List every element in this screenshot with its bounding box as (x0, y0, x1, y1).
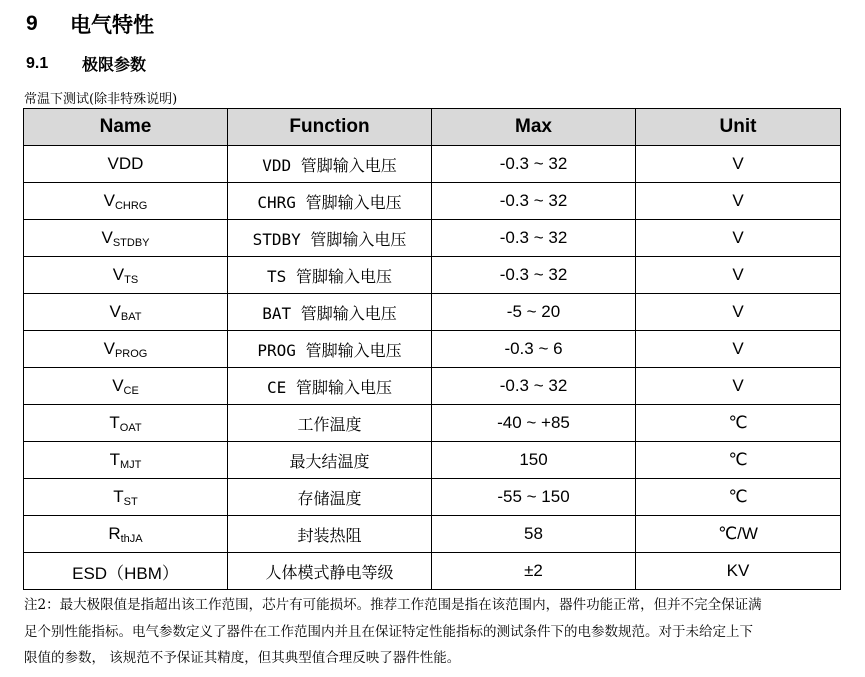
table-row (24, 442, 841, 479)
symbol: V (101, 227, 113, 247)
symbol: T (109, 412, 120, 432)
symbol: VDD (107, 154, 144, 173)
cell-name (24, 553, 228, 590)
cell-function: 最大结温度 (228, 442, 432, 479)
footnote-line: 注2：最大极限值是指超出该工作范围，芯片有可能损坏。推荐工作范围是指在该范围内，器件功能正常，但并不完全保证满 (24, 597, 762, 613)
cell-max: -55 ~ 150 (432, 479, 636, 516)
cell-unit: V (636, 368, 841, 405)
table-row (24, 146, 841, 183)
cell-unit: KV (636, 553, 841, 590)
symbol-subscript: STDBY (112, 236, 150, 249)
table-row (24, 553, 841, 590)
cell-unit: V (636, 220, 841, 257)
symbol: T (109, 449, 120, 469)
cell-unit: V (636, 183, 841, 220)
cell-name (24, 294, 228, 331)
symbol: R (108, 523, 121, 543)
cell-max: 150 (432, 442, 636, 479)
cell-unit: V (636, 257, 841, 294)
cell-name (24, 405, 228, 442)
symbol-subscript: BAT (120, 310, 142, 323)
cell-max: ±2 (432, 553, 636, 590)
cell-unit: V (636, 294, 841, 331)
cell-function: 封装热阻 (228, 516, 432, 553)
cell-function: PROG 管脚输入电压 (228, 331, 432, 368)
table-header-row (24, 109, 841, 146)
cell-max: -5 ~ 20 (432, 294, 636, 331)
section-heading (26, 9, 154, 39)
symbol: V (112, 264, 125, 284)
header-unit: Unit (636, 109, 841, 146)
symbol-subscript: CE (123, 384, 139, 397)
symbol-subscript: OAT (119, 421, 142, 434)
table-row (24, 479, 841, 516)
cell-function: 工作温度 (228, 405, 432, 442)
symbol: V (103, 190, 115, 210)
cell-name (24, 331, 228, 368)
cell-max: -0.3 ~ 32 (432, 220, 636, 257)
table-row (24, 257, 841, 294)
cell-function: TS 管脚输入电压 (228, 257, 432, 294)
footnote-line: 足个别性能指标。电气参数定义了器件在工作范围内并且在保证特定性能指标的测试条件下的电参数规范。对于未给定上下 (24, 623, 753, 640)
cell-max: -0.3 ~ 32 (432, 368, 636, 405)
section-number: 9 (26, 12, 38, 35)
subsection-number: 9.1 (26, 54, 49, 72)
cell-function: 人体模式静电等级 (228, 553, 432, 590)
symbol: ESD（HBM） (72, 563, 179, 583)
table-row (24, 516, 841, 553)
cell-name (24, 516, 228, 553)
cell-function: CE 管脚输入电压 (228, 368, 432, 405)
symbol: V (109, 301, 121, 321)
cell-function: STDBY 管脚输入电压 (228, 220, 432, 257)
cell-unit: V (636, 331, 841, 368)
cell-name (24, 146, 228, 183)
cell-unit: ℃ (636, 405, 841, 442)
symbol-subscript: thJA (120, 532, 143, 545)
subsection-heading (26, 52, 146, 75)
table-row (24, 294, 841, 331)
symbol: T (113, 486, 124, 506)
symbol-subscript: CHRG (114, 199, 148, 212)
cell-name (24, 442, 228, 479)
cell-max: 58 (432, 516, 636, 553)
cell-function: 存储温度 (228, 479, 432, 516)
cell-max: -0.3 ~ 32 (432, 257, 636, 294)
cell-function: VDD 管脚输入电压 (228, 146, 432, 183)
table-body (24, 146, 841, 590)
subsection-title: 极限参数 (82, 57, 147, 74)
cell-name (24, 183, 228, 220)
cell-function: BAT 管脚输入电压 (228, 294, 432, 331)
cell-unit: ℃/W (636, 516, 841, 553)
absolute-max-ratings-table (23, 108, 841, 590)
footnote-line: 限值的参数， 该规范不予保证其精度，但其典型值合理反映了器件性能。 (24, 650, 461, 666)
cell-function: CHRG 管脚输入电压 (228, 183, 432, 220)
cell-max: -40 ~ +85 (432, 405, 636, 442)
cell-max: -0.3 ~ 32 (432, 183, 636, 220)
table-row (24, 405, 841, 442)
cell-unit: ℃ (636, 442, 841, 479)
header-name: Name (24, 109, 228, 146)
cell-name (24, 257, 228, 294)
symbol: V (103, 338, 115, 358)
symbol-subscript: MJT (120, 458, 142, 471)
cell-name (24, 479, 228, 516)
header-function: Function (228, 109, 432, 146)
cell-unit: ℃ (636, 479, 841, 516)
footnote (24, 592, 844, 672)
symbol-subscript: TS (124, 273, 139, 286)
table-row (24, 183, 841, 220)
cell-unit: V (636, 146, 841, 183)
test-condition: 常温下测试(除非特殊说明) (24, 92, 178, 107)
cell-max: -0.3 ~ 6 (432, 331, 636, 368)
header-max: Max (432, 109, 636, 146)
cell-max: -0.3 ~ 32 (432, 146, 636, 183)
table-row (24, 220, 841, 257)
cell-name (24, 368, 228, 405)
section-title: 电气特性 (70, 14, 154, 37)
cell-name (24, 220, 228, 257)
symbol: V (112, 375, 124, 395)
symbol-subscript: PROG (114, 347, 148, 360)
table-row (24, 331, 841, 368)
symbol-subscript: ST (123, 495, 138, 508)
table-row (24, 368, 841, 405)
